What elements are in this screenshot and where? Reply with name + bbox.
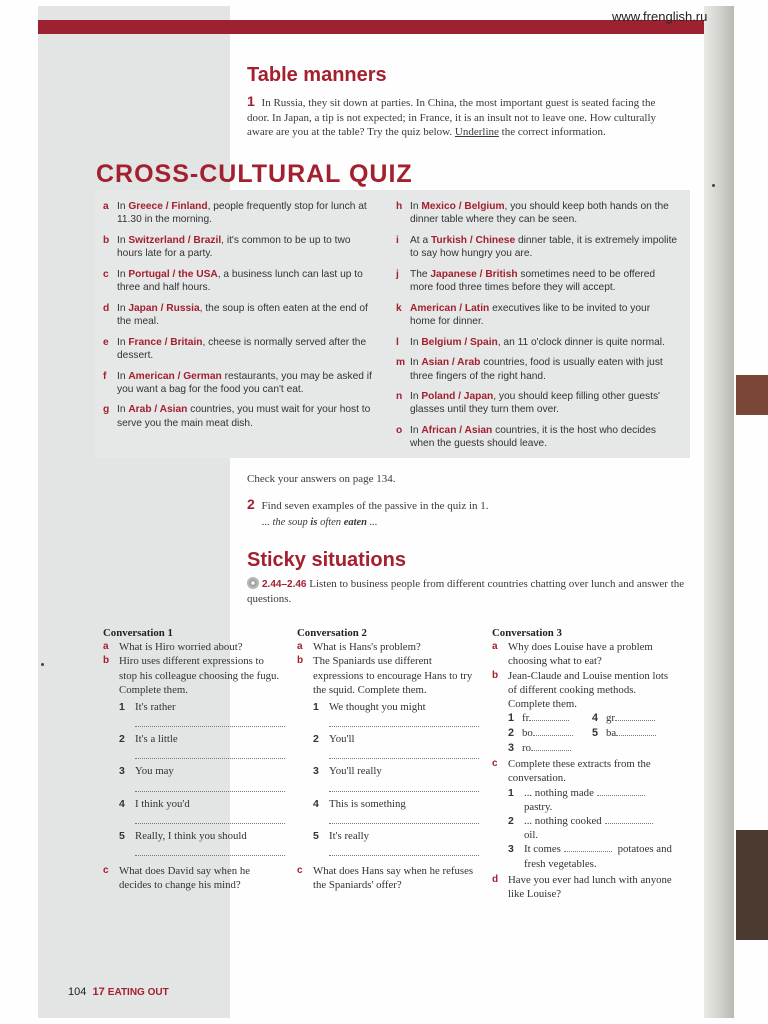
answer-line[interactable] [329, 779, 479, 792]
item-number: 2 [508, 727, 515, 740]
item-text: This is something [329, 797, 406, 810]
quiz-item [103, 234, 378, 260]
item-number: 2 [508, 815, 514, 828]
quiz-text: , cheese is normally served after the dessert. [117, 336, 367, 361]
quiz-item-letter: g [103, 404, 110, 416]
quiz-text: In [410, 357, 422, 369]
item-text: Really, I think you should [135, 829, 247, 842]
cooking-word-item [508, 726, 573, 740]
quiz-text: countries, you must wait for your host to serve you the main meat dish. [117, 404, 371, 429]
quiz-text: executives like to be invited to your home for dinner. [410, 302, 651, 327]
quiz-options: France / Britain [128, 336, 203, 348]
answer-line[interactable] [329, 843, 479, 856]
completion-item [313, 829, 477, 843]
book-spine-edge [704, 6, 734, 1018]
quiz-text: dinner table, it is extremely impolite to say how hungry you are. [410, 234, 678, 260]
section-title-table-manners: Table manners [247, 64, 387, 86]
intro-body: In Russia, they sit down at parties. In China, the most important guest is seated facing the door. In Japan, a tip is not expected; in France, it is an insult not to leave one. How culturally aware are you at the table? Try the quiz below. [247, 97, 657, 138]
quiz-options: African / Asian [421, 425, 493, 437]
conversation-3 [492, 626, 677, 901]
quiz-item [396, 302, 678, 328]
quiz-options: American / Latin [410, 302, 490, 314]
question-c: c What does David say when he decides to change his mind? [103, 865, 251, 892]
quiz-item-letter: e [103, 336, 109, 348]
quiz-text: countries, it is the host who decides when the guests should leave. [410, 425, 656, 450]
item-number: 4 [592, 712, 599, 725]
item-number: 2 [313, 733, 319, 746]
quiz-item [396, 390, 678, 416]
unit-number: 17 [92, 986, 105, 998]
quiz-text: In [410, 201, 422, 212]
quiz-item [396, 200, 678, 226]
item-number: 3 [508, 843, 514, 856]
cd-icon [247, 577, 259, 589]
mark [41, 663, 44, 666]
intro-end: the correct information. [501, 126, 606, 138]
quiz-item [103, 200, 378, 226]
quiz-item [103, 370, 378, 396]
quiz-text: , a business lunch can last up to three and half hours. [117, 268, 363, 294]
answer-blank[interactable] [605, 814, 653, 824]
question-b: b Hiro uses different expressions to stop his colleague choosing the fugu. Complete them. [103, 655, 280, 696]
extract-item [508, 842, 677, 870]
conversation-1 [103, 626, 283, 892]
completion-item [119, 764, 283, 778]
conversation-2 [297, 626, 477, 892]
quiz-item-letter: h [396, 201, 403, 212]
completion-item [119, 700, 283, 714]
quiz-text: , the soup is often eaten at the end of the meal. [117, 302, 368, 327]
quiz-item [103, 268, 378, 294]
extract-item [508, 786, 677, 814]
exercise-2 [247, 497, 489, 513]
item-number: 1 [313, 701, 319, 714]
question-b: b Jean-Claude and Louise mention lots of different cooking methods. Complete them. [492, 669, 669, 711]
mark [712, 184, 715, 187]
question-a: a What is Hans's problem? [297, 641, 421, 654]
answer-blank[interactable] [616, 726, 656, 736]
quiz-text: In [410, 391, 422, 403]
item-text: It's a little [135, 733, 178, 746]
quiz-text: In [410, 425, 422, 437]
question-d: d Have you ever had lunch with anyone like Louise? [492, 873, 672, 901]
quiz-text: In [117, 302, 129, 314]
conversation-title: Conversation 2 [297, 627, 367, 639]
quiz-options: American / German [128, 370, 222, 382]
question-a: a What is Hiro worried about? [103, 641, 243, 654]
quiz-options: Portugal / the USA [128, 268, 218, 280]
item-text: You may [135, 765, 174, 778]
word-start: fr [522, 712, 530, 725]
quiz-options: Asian / Arab [421, 357, 481, 369]
quiz-text: In [117, 201, 129, 212]
quiz-options: Poland / Japan [421, 391, 494, 403]
quiz-text: , an 11 o'clock dinner is quite normal. [497, 336, 665, 348]
quiz-options: Belgium / Spain [421, 336, 498, 348]
item-number: 1 [508, 786, 514, 799]
site-watermark: www.frenglish.ru [612, 9, 708, 24]
question-a: a Why does Louise have a problem choosing what to eat? [492, 641, 653, 668]
quiz-item-letter: i [396, 234, 399, 246]
quiz-text: restaurants, you may be asked if you want a bag for the food you can't eat. [117, 370, 372, 395]
quiz-text: At a [410, 234, 431, 246]
quiz-right-column [396, 200, 678, 458]
quiz-options: Japan / Russia [128, 302, 200, 314]
quiz-text: In [410, 336, 422, 348]
exercise-2-example [262, 516, 378, 530]
quiz-item [103, 302, 378, 328]
cooking-word-item [508, 741, 571, 755]
completion-item [313, 764, 477, 778]
item-text: We thought you might [329, 701, 426, 714]
exercise-2-text: Find seven examples of the passive in the quiz in 1. [261, 500, 489, 512]
quiz-item-letter: f [103, 370, 107, 382]
conversation-title: Conversation 3 [492, 627, 562, 639]
answer-line[interactable] [135, 746, 285, 759]
item-number: 3 [508, 742, 515, 755]
example-part: often [317, 517, 344, 528]
quiz-text: In [117, 336, 129, 348]
background-object [736, 375, 768, 415]
answer-line[interactable] [135, 843, 285, 856]
example-bold: is [310, 517, 318, 528]
quiz-text: countries, food is usually eaten with just three fingers of the right hand. [410, 357, 663, 382]
quiz-item-letter: m [396, 357, 406, 369]
extract-text: ... nothing cooked [524, 815, 602, 828]
cooking-word-item [508, 711, 569, 725]
quiz-item [103, 336, 378, 362]
answer-blank[interactable] [529, 711, 569, 721]
item-number: 5 [119, 829, 125, 842]
cooking-word-item [592, 726, 656, 740]
quiz-item [396, 424, 678, 450]
unit-title: EATING OUT [107, 987, 169, 998]
extract-text: ... nothing made [524, 786, 594, 799]
page-number: 104 [68, 986, 87, 998]
quiz-item [396, 356, 678, 382]
answer-line[interactable] [329, 746, 479, 759]
extract-text: pastry. [524, 800, 553, 813]
answer-blank[interactable] [615, 711, 655, 721]
quiz-item [396, 336, 678, 349]
quiz-text: In [117, 370, 129, 382]
quiz-item [396, 234, 678, 260]
quiz-options: Arab / Asian [128, 404, 188, 416]
quiz-text: In [117, 234, 129, 246]
quiz-options: Mexico / Belgium [421, 201, 505, 212]
extract-text: It comes [524, 843, 561, 856]
quiz-item-letter: k [396, 302, 402, 314]
extract-text: oil. [524, 829, 539, 842]
quiz-options: Turkish / Chinese [430, 234, 516, 246]
check-answers: Check your answers on page 134. [247, 473, 396, 485]
example-part: ... the soup [262, 517, 311, 528]
quiz-item-letter: d [103, 302, 110, 314]
extract-item [508, 814, 677, 842]
quiz-item-letter: o [396, 425, 403, 437]
quiz-options: Switzerland / Brazil [128, 234, 222, 246]
word-start: ba [606, 727, 617, 740]
sticky-text: Listen to business people from different countries chatting over lunch and answer the questions. [247, 578, 685, 605]
example-part: ... [367, 517, 378, 528]
quiz-item-letter: l [396, 336, 399, 348]
item-text: It's rather [135, 701, 176, 714]
quiz-options: Japanese / British [430, 268, 518, 280]
track-number: 2.44–2.46 [262, 579, 307, 590]
item-text: It's really [329, 829, 370, 842]
item-number: 2 [119, 733, 125, 746]
quiz-options: Greece / Finland [128, 201, 208, 212]
conversation-title: Conversation 1 [103, 627, 173, 639]
item-number: 5 [313, 829, 319, 842]
answer-line[interactable] [329, 811, 479, 824]
completion-item [313, 732, 477, 746]
item-number: 1 [508, 712, 515, 725]
question-b: b The Spaniards use different expressions to encourage Hans to try the squid. Complete them. [297, 655, 473, 696]
extract-text: potatoes and fresh vegetables. [524, 843, 672, 870]
quiz-title: CROSS-CULTURAL QUIZ [96, 160, 413, 188]
quiz-item [103, 403, 378, 429]
quiz-item-letter: b [103, 234, 110, 246]
quiz-text: In [117, 404, 129, 416]
item-text: You'll really [329, 765, 382, 778]
underline-word: Underline [454, 126, 499, 138]
completion-item [119, 829, 283, 843]
exercise-number: 1 [247, 93, 255, 109]
answer-line[interactable] [135, 714, 285, 727]
word-start: bo [522, 727, 533, 740]
answer-blank[interactable] [531, 741, 571, 751]
quiz-text: , people frequently stop for lunch at 11.30 in the morning. [117, 201, 367, 226]
quiz-text: In [117, 268, 129, 280]
quiz-item-letter: j [396, 268, 399, 280]
item-number: 5 [592, 727, 599, 740]
word-start: gr [606, 712, 616, 725]
quiz-text: , it's common to be up to two hours late for a party. [117, 234, 351, 260]
cooking-word-item [592, 711, 655, 725]
item-number: 1 [119, 701, 125, 714]
quiz-text: , you should keep both hands on the dinner table where they can be seen. [410, 201, 669, 226]
completion-item [313, 797, 477, 811]
answer-blank[interactable] [533, 726, 573, 736]
section-title-sticky-situations: Sticky situations [247, 549, 406, 571]
quiz-item [396, 268, 678, 294]
item-number: 4 [119, 797, 125, 810]
item-number: 4 [313, 797, 319, 810]
answer-line[interactable] [135, 779, 285, 792]
sticky-intro [247, 577, 687, 606]
answer-blank[interactable] [564, 842, 612, 852]
completion-item [119, 797, 283, 811]
page-footer [68, 986, 169, 998]
quiz-item-letter: n [396, 391, 403, 403]
answer-line[interactable] [135, 811, 285, 824]
quiz-text: sometimes need to be offered more food three times before they will accept. [410, 268, 656, 294]
question-c: c Complete these extracts from the conversation. [492, 758, 651, 785]
exercise-number: 2 [247, 496, 255, 512]
example-bold: eaten [343, 517, 368, 528]
intro-text [247, 94, 677, 140]
quiz-text: , you should keep filling other guests' glasses until they turn them over. [410, 391, 660, 416]
answer-blank[interactable] [597, 786, 645, 796]
item-number: 3 [119, 765, 125, 778]
item-number: 3 [313, 765, 319, 778]
quiz-left-column [103, 200, 378, 437]
completion-item [119, 732, 283, 746]
quiz-item-letter: c [103, 268, 109, 280]
quiz-text: The [410, 268, 431, 280]
completion-item [313, 700, 477, 714]
answer-line[interactable] [329, 714, 479, 727]
question-c: c What does Hans say when he refuses the Spaniards' offer? [297, 865, 474, 892]
word-start: ro [522, 742, 532, 755]
quiz-item-letter: a [103, 201, 109, 212]
item-text: I think you'd [135, 797, 190, 810]
background-object [736, 830, 768, 940]
item-text: You'll [329, 733, 355, 746]
